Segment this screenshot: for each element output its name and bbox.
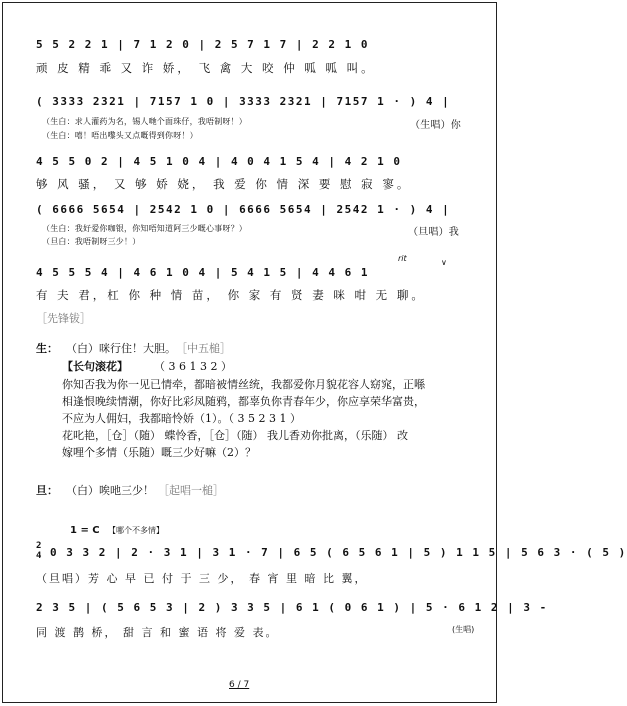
sheng-role: 生： <box>36 342 58 355</box>
time-sig-top: 2 <box>36 541 43 551</box>
score-row-2-notes: ( 3333 2321 | 7157 1 0 | 3333 2321 | 7157 1 · ) 4 | <box>36 95 451 108</box>
key-signature: 1 = C <box>70 525 100 536</box>
score-row-4-notes: ( 6666 5654 | 2542 1 0 | 6666 5654 | 2542 1 · ) 4 | <box>36 203 451 216</box>
score-row-5-notes: 4 5 5 5 4 | 4 6 1 0 4 | 5 4 1 5 | 4 4 6 1 <box>36 266 370 279</box>
dialog-line: （生白：嘻！唔出嚟头又点嘅得到你呀！） <box>42 131 198 140</box>
paragraph-line: 你知否我为你一见已情牵，都暗被情丝统，我都爱你月貌花容人窈窕，正喺 <box>62 378 425 391</box>
score-row-3-notes: 4 5 5 0 2 | 4 5 1 0 4 | 4 0 4 1 5 4 | 4 2 1 0 <box>36 155 402 168</box>
dan-role: 旦： <box>36 484 58 497</box>
dialog-right-label: （旦唱）我 <box>408 227 459 238</box>
paragraph-line: 相逢恨晚续情潮，你好比彩凤随鸦，都辜负你青春年少，你应享荣华富贵， <box>62 395 425 408</box>
page-number: 6 / 7 <box>229 680 250 690</box>
score-row-3-lyrics: 够 风 骚， 又 够 娇 娆， 我 爱 你 情 深 要 慰 寂 寥。 <box>36 177 412 191</box>
section-heading: 【长句滚花】 <box>62 360 128 373</box>
dan-speech: （白）唉吔三少！ <box>66 484 154 497</box>
song-row-2-lyrics: 同 渡 鹊 桥， 甜 言 和 蜜 语 将 爱 表。 <box>36 626 279 639</box>
sheng-speech: （白）咪行住！大胆。 <box>66 342 176 355</box>
score-row-5-lyrics: 有 夫 君，杠 你 种 情 苗， 你 家 有 贤 妻 咪 咁 无 聊。 <box>36 288 426 302</box>
breath-mark: ∨ <box>441 258 447 267</box>
score-row-1-lyrics: 顽 皮 精 乖 又 诈 娇， 飞 禽 大 咬 仲 呱 呱 叫。 <box>36 61 376 75</box>
xianfengbo-label: ［先锋钹］ <box>36 312 91 325</box>
dialog-line: （生白：我好爱你咖银，你知唔知道阿三少嘅心事呀？） <box>42 224 247 233</box>
dialog-line: （旦白：我唔制呀三少！） <box>42 237 141 246</box>
song-row-1-lyrics: （旦唱）芳 心 早 已 付 于 三 少， 春 宵 里 暗 比 翼， <box>36 572 368 585</box>
song-row-1-notes: 0 3 3 2 | 2 · 3 1 | 3 1 · 7 | 6 5 ( 6 5 6 1 | 5 ) 1 1 5 | 5 6 3 · ( 5 ) <box>50 546 627 559</box>
tune-name: 【哪个不多情】 <box>108 526 164 535</box>
time-sig-bottom: 4 <box>36 551 43 561</box>
score-row-1-notes: 5 5 2 2 1 | 7 1 2 0 | 2 5 7 1 7 | 2 2 1 0 <box>36 38 370 51</box>
dialog-line: （生白：求人灌药为名，锡人哋个面珠仔，我唔制呀！） <box>42 117 247 126</box>
song-row-2-end: (生唱) <box>452 625 475 634</box>
song-row-2-notes: 2 3 5 | ( 5 6 5 3 | 2 ) 3 3 5 | 6 1 ( 0 6 1 ) | 5 · 6 1 2 | 3 - <box>36 601 548 614</box>
paragraph-line: 花叱艳，［仓］（随） 蝶怜香，［仓］（随） 我儿香劝你批离，（乐随） 改 <box>62 429 408 442</box>
dialog-right-label: （生唱）你 <box>410 120 461 131</box>
sheng-tag: ［中五槌］ <box>176 342 231 355</box>
paragraph-line: 不应为人佣妇，我都暗怜娇（1）。（ 3 5 2 3 1 ） <box>62 412 301 425</box>
dan-tag: ［起唱一槌］ <box>158 484 224 497</box>
rit-mark: rit <box>398 254 407 263</box>
paragraph-line: 嫁哩个多情（乐随）嘅三少好嘛（2）？ <box>62 446 256 459</box>
heading-notes: （ 3 6 1 3 2 ） <box>154 360 232 373</box>
